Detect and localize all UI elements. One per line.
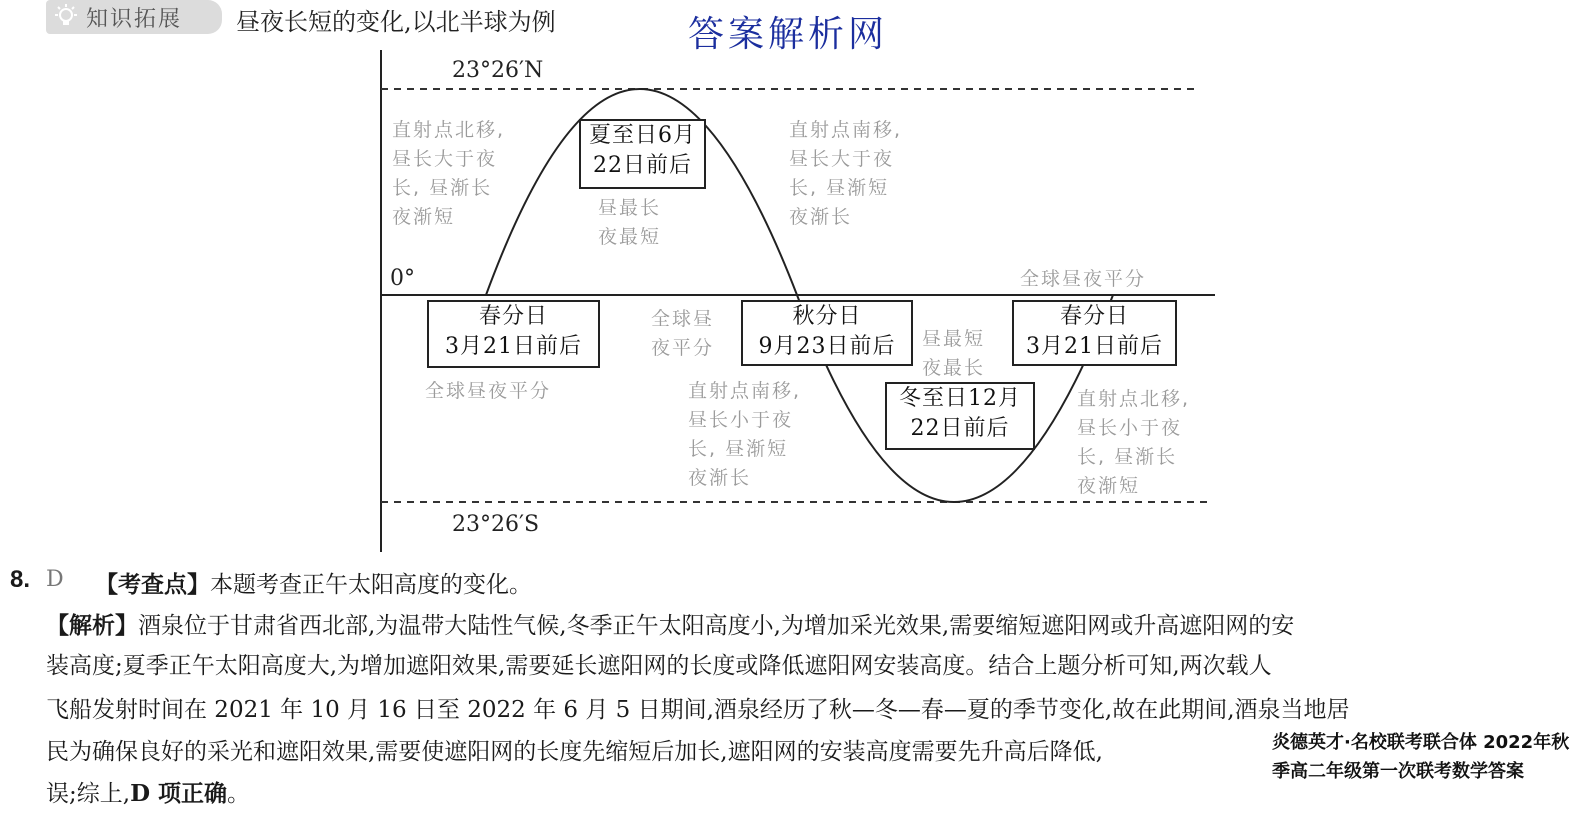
- latitude-north-label: 23°26′N: [452, 58, 544, 83]
- note-equal-day-night-right: 全球昼夜平分: [1020, 268, 1147, 290]
- note-equal-day-night-spring: 全球昼夜平分: [425, 380, 552, 402]
- latitude-equator-label: 0°: [390, 266, 415, 291]
- note-winter-shortest-day: 昼最短 夜最长: [922, 328, 986, 379]
- question-answer: D: [46, 567, 64, 592]
- summer-solstice-box: 夏至日6月 22日前后: [579, 119, 706, 189]
- analysis-line-4: 民为确保良好的采光和遮阳效果,需要使遮阳网的长度先缩短后加长,遮阳网的安装高度需要先升高后降低,: [46, 739, 1103, 765]
- watermark: 答案解析网: [688, 14, 889, 55]
- note-south-move-winter-half: 直射点南移, 昼长小于夜 长, 昼渐短 夜渐长: [688, 380, 802, 489]
- note-summer-longest-day: 昼最长 夜最短: [598, 197, 662, 248]
- autumn-equinox-box: 秋分日 9月23日前后: [741, 300, 913, 366]
- question-number: 8.: [10, 566, 31, 593]
- latitude-south-label: 23°26′S: [452, 512, 540, 537]
- question-topic: 【考查点】本题考查正午太阳高度的变化。: [95, 571, 532, 598]
- note-equal-day-night-autumn: 全球昼 夜平分: [651, 308, 715, 359]
- note-north-move-summer-half: 直射点北移, 昼长大于夜 长, 昼渐长 夜渐短: [392, 119, 506, 228]
- badge-label: 知识拓展: [86, 6, 183, 32]
- analysis-line-3: 飞船发射时间在 2021 年 10 月 16 日至 2022 年 6 月 5 日期间,酒泉经历了秋—冬—春—夏的季节变化,故在此期间,酒泉当地居: [46, 697, 1350, 723]
- winter-solstice-box: 冬至日12月 22日前后: [885, 382, 1035, 450]
- spring-equinox-box-right: 春分日 3月21日前后: [1012, 300, 1177, 366]
- source-overlay-text: 炎德英才·名校联考联合体 2022年秋季高二年级第一次联考数学答案: [1272, 732, 1570, 782]
- section-title: 昼夜长短的变化,以北半球为例: [236, 8, 556, 36]
- analysis-line-2: 装高度;夏季正午太阳高度大,为增加遮阳效果,需要延长遮阳网的长度或降低遮阳网安装高度。结合上题分析可知,两次载人: [46, 653, 1272, 679]
- note-north-move-winter-half: 直射点北移, 昼长小于夜 长, 昼渐长 夜渐短: [1077, 388, 1191, 497]
- analysis-line-1: 【解析】酒泉位于甘肃省西北部,为温带大陆性气候,冬季正午太阳高度小,为增加采光效果,需要缩短遮阳网或升高遮阳网的安: [46, 612, 1295, 639]
- note-south-move-summer-half: 直射点南移, 昼长大于夜 长, 昼渐短 夜渐长: [789, 119, 903, 228]
- spring-equinox-box-left: 春分日 3月21日前后: [427, 300, 600, 368]
- analysis-line-5: 误;综上,D 项正确。: [46, 780, 251, 807]
